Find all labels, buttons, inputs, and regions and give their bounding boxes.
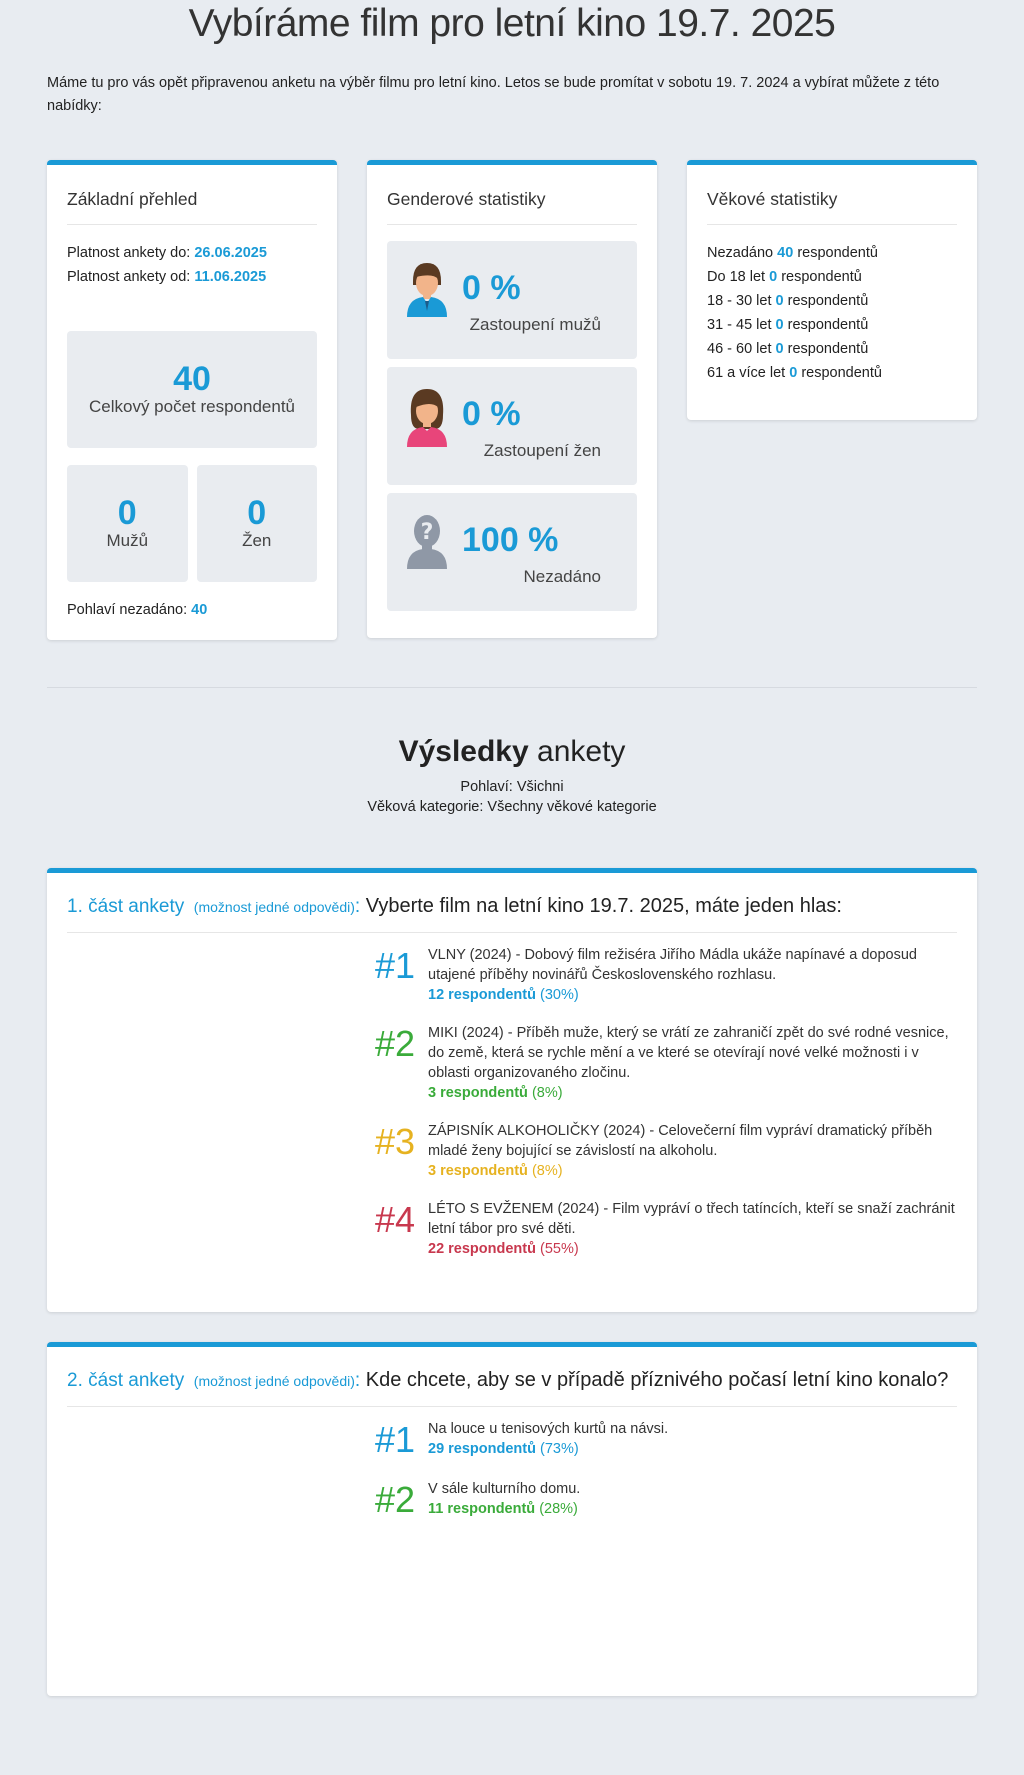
gender-unset-value: 40 bbox=[191, 602, 208, 618]
answer-percent: (30%) bbox=[540, 987, 579, 1003]
men-count: 0 bbox=[117, 494, 137, 532]
question-1-header: 1. část ankety (možnost jedné odpovědi): Vyberte film na letní kino 19.7. 2025, máte jeden hlas: bbox=[67, 895, 957, 933]
answer-text: VLNY (2024) - Dobový film režiséra Jiřího Mádla ukáže napínavé a doposud utajené příběhy novinářů Československého rozhlasu. bbox=[428, 947, 917, 983]
stats-row bbox=[47, 160, 977, 640]
age-row-label: Do 18 let bbox=[707, 269, 766, 285]
age-title: Věkové statistiky bbox=[707, 189, 957, 225]
age-card bbox=[687, 160, 977, 420]
age-row-unit: respondentů bbox=[787, 341, 869, 357]
question-1-part: 1. část ankety bbox=[67, 896, 185, 917]
age-row-count: 0 bbox=[769, 269, 778, 285]
answer-count bbox=[428, 1161, 957, 1181]
intro-text: Máme tu pro vás opět připravenou anketu na výběr filmu pro letní kino. Letos se bude promítat v sobotu 19. 7. 2024 a vybírat můžete z této nabídky: bbox=[47, 75, 940, 114]
results-gender-filter: Pohlaví: Všichni bbox=[460, 779, 564, 795]
gender-women-label: Zastoupení žen bbox=[483, 441, 601, 460]
gender-men-label: Zastoupení mužů bbox=[469, 315, 601, 334]
section-divider bbox=[47, 687, 977, 688]
results-title-bold: Výsledky bbox=[398, 735, 529, 768]
age-row-count: 0 bbox=[789, 365, 798, 381]
valid-from bbox=[67, 265, 317, 289]
age-row-unit: respondentů bbox=[797, 245, 878, 261]
answer-text: V sále kulturního domu. bbox=[428, 1481, 581, 1497]
answer-item bbox=[375, 1419, 957, 1461]
answer-rank: #2 bbox=[375, 1479, 416, 1520]
age-row-unit: respondentů bbox=[787, 293, 869, 309]
women-label: Žen bbox=[242, 531, 272, 550]
gender-card bbox=[367, 160, 657, 638]
total-box bbox=[67, 331, 317, 448]
age-row-label: 61 a více let bbox=[707, 365, 786, 381]
results-age-filter: Věková kategorie: Všechny věkové kategorie bbox=[367, 799, 657, 815]
answer-item bbox=[375, 1121, 957, 1181]
answer-rank: #1 bbox=[375, 945, 416, 986]
answer-body bbox=[428, 1023, 957, 1103]
age-row bbox=[707, 241, 957, 265]
age-row-count: 0 bbox=[775, 341, 784, 357]
question-2-card bbox=[47, 1342, 977, 1696]
age-rows bbox=[707, 241, 957, 385]
question-2-text: Kde chcete, aby se v případě příznivého počasí letní kino konalo? bbox=[365, 1369, 949, 1391]
answer-percent: (8%) bbox=[531, 1085, 563, 1101]
women-box bbox=[197, 465, 318, 582]
answer-respondents: 11 respondentů bbox=[428, 1501, 536, 1517]
question-2-mode: (možnost jedné odpovědi) bbox=[193, 1373, 355, 1389]
overview-title: Základní přehled bbox=[67, 189, 317, 225]
answer-count bbox=[428, 1083, 957, 1103]
results-header bbox=[0, 735, 1024, 817]
answer-count bbox=[428, 985, 957, 1005]
answer-respondents: 22 respondentů bbox=[428, 1241, 536, 1257]
question-1-mode: (možnost jedné odpovědi) bbox=[193, 899, 355, 915]
answer-respondents: 12 respondentů bbox=[428, 987, 536, 1003]
age-row-label: 31 - 45 let bbox=[707, 317, 772, 333]
question-1-card bbox=[47, 868, 977, 1312]
valid-to bbox=[67, 241, 317, 265]
answer-rank: #1 bbox=[375, 1419, 416, 1460]
answer-item bbox=[375, 1023, 957, 1103]
answer-body bbox=[428, 1479, 957, 1521]
answer-count bbox=[428, 1439, 957, 1459]
results-title-rest: ankety bbox=[537, 735, 626, 768]
age-row-label: 18 - 30 let bbox=[707, 293, 772, 309]
answer-count bbox=[428, 1499, 957, 1519]
gender-title: Genderové statistiky bbox=[387, 189, 637, 225]
age-row-count: 0 bbox=[775, 317, 784, 333]
overview-card bbox=[47, 160, 337, 640]
women-count: 0 bbox=[247, 494, 267, 532]
answer-body bbox=[428, 945, 957, 1005]
question-2-header: 2. část ankety (možnost jedné odpovědi): Kde chcete, aby se v případě příznivého počasí letní kino konalo? bbox=[67, 1369, 957, 1407]
answer-percent: (8%) bbox=[531, 1163, 563, 1179]
answer-body bbox=[428, 1199, 957, 1259]
valid-from-value: 11.06.2025 bbox=[194, 269, 267, 285]
question-1-answers bbox=[375, 945, 957, 1259]
answer-text: Na louce u tenisových kurtů na návsi. bbox=[428, 1421, 669, 1437]
gender-men-pct: 0 % bbox=[462, 269, 521, 307]
gender-count-row bbox=[67, 465, 317, 582]
valid-to-label: Platnost ankety do: bbox=[67, 245, 191, 261]
answer-body bbox=[428, 1121, 957, 1181]
answer-body bbox=[428, 1419, 957, 1461]
age-row-unit: respondentů bbox=[781, 269, 862, 285]
answer-text: MIKI (2024) - Příběh muže, který se vrátí ze zahraničí zpět do své rodné vesnice, do země, která se rychle mění a ve které se otevírají nové velké možnosti i v oblasti organizovaného zločinu. bbox=[428, 1025, 949, 1081]
age-row bbox=[707, 337, 957, 361]
total-label: Celkový počet respondentů bbox=[88, 397, 296, 416]
answer-rank: #2 bbox=[375, 1023, 416, 1064]
men-box bbox=[67, 465, 188, 582]
answer-item bbox=[375, 1479, 957, 1521]
gender-unset-label: Pohlaví nezadáno: bbox=[67, 602, 188, 618]
man-icon bbox=[405, 259, 449, 319]
age-row-label: 46 - 60 let bbox=[707, 341, 772, 357]
answer-item bbox=[375, 945, 957, 1005]
answer-percent: (28%) bbox=[539, 1501, 578, 1517]
results-title bbox=[0, 735, 1024, 769]
page-title: Vybíráme film pro letní kino 19.7. 2025 bbox=[188, 2, 836, 45]
question-2-answers bbox=[375, 1419, 957, 1521]
answer-count bbox=[428, 1239, 957, 1259]
age-row-label: Nezadáno bbox=[707, 245, 774, 261]
question-2-part: 2. část ankety bbox=[67, 1370, 185, 1391]
total-count: 40 bbox=[173, 360, 211, 398]
woman-icon bbox=[405, 385, 449, 449]
gender-unset bbox=[67, 598, 317, 622]
answer-text: LÉTO S EVŽENEM (2024) - Film vypráví o třech tatíncích, kteří se snaží zachránit letní tábor pro své děti. bbox=[428, 1201, 955, 1237]
unknown-person-icon bbox=[405, 511, 449, 571]
answer-text: ZÁPISNÍK ALKOHOLIČKY (2024) - Celovečerní film vypráví dramatický příběh mladé ženy bojující se závislostí na alkoholu. bbox=[428, 1123, 933, 1159]
age-row-count: 0 bbox=[775, 293, 784, 309]
answer-rank: #4 bbox=[375, 1199, 416, 1240]
age-row bbox=[707, 361, 957, 385]
answer-respondents: 3 respondentů bbox=[428, 1163, 528, 1179]
gender-unset-label-text: Nezadáno bbox=[523, 567, 601, 586]
gender-women-pct: 0 % bbox=[462, 395, 521, 433]
answer-rank: #3 bbox=[375, 1121, 416, 1162]
age-row-count: 40 bbox=[777, 245, 794, 261]
answer-percent: (73%) bbox=[540, 1441, 579, 1457]
gender-unset-pct: 100 % bbox=[462, 521, 559, 559]
age-row bbox=[707, 313, 957, 337]
age-row bbox=[707, 265, 957, 289]
valid-to-value: 26.06.2025 bbox=[194, 245, 267, 261]
answer-percent: (55%) bbox=[540, 1241, 579, 1257]
age-row-unit: respondentů bbox=[787, 317, 869, 333]
svg-text:?: ? bbox=[420, 520, 434, 545]
gender-men-box bbox=[387, 241, 637, 359]
answer-respondents: 3 respondentů bbox=[428, 1085, 528, 1101]
answer-respondents: 29 respondentů bbox=[428, 1441, 536, 1457]
gender-women-box bbox=[387, 367, 637, 485]
men-label: Mužů bbox=[106, 531, 149, 550]
valid-from-label: Platnost ankety od: bbox=[67, 269, 191, 285]
question-1-text: Vyberte film na letní kino 19.7. 2025, máte jeden hlas: bbox=[365, 895, 842, 917]
answer-item bbox=[375, 1199, 957, 1259]
gender-unset-box bbox=[387, 493, 637, 611]
age-row-unit: respondentů bbox=[801, 365, 882, 381]
age-row bbox=[707, 289, 957, 313]
